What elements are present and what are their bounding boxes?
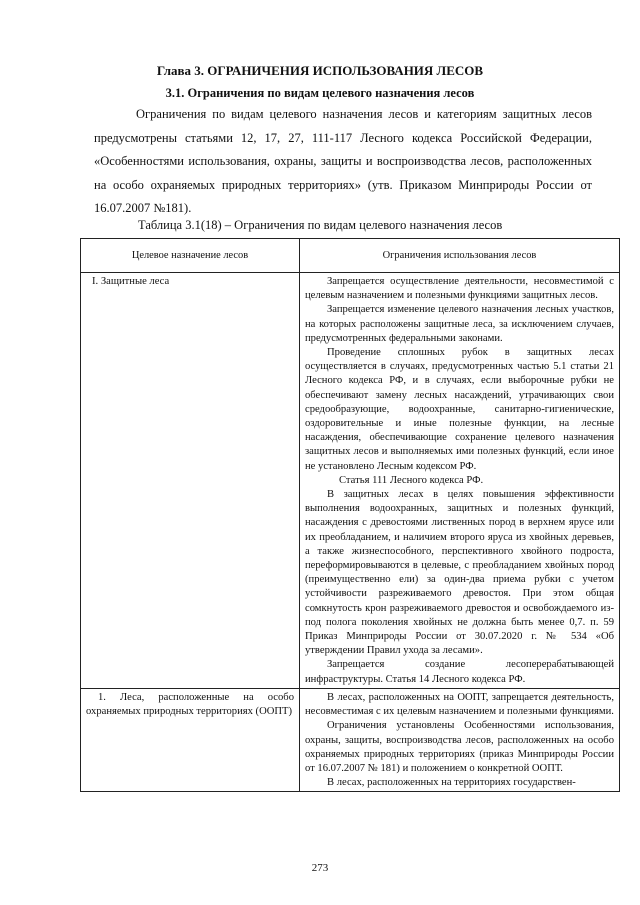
restriction-paragraph: В лесах, расположенных на территориях государствен-: [327, 777, 576, 789]
purpose-text: 1. Леса, расположенные на особо охраняемых природных территориях (ООПТ): [86, 691, 294, 718]
restriction-paragraph: Запрещается изменение целевого назначения лесных участков, на которых расположены защитные леса, за исключением случаев, предусмотренных федеральными законами.: [305, 304, 614, 344]
restrictions-table: [80, 238, 620, 792]
restriction-paragraph: Статья 111 Лесного кодекса РФ.: [339, 474, 484, 486]
table-row: [81, 273, 620, 689]
column-header-restrictions: Ограничения использования лесов: [300, 239, 620, 273]
purpose-cell: [81, 273, 300, 689]
table-caption: Таблица 3.1(18) – Ограничения по видам целевого назначения лесов: [138, 218, 503, 232]
table-header-row: [81, 239, 620, 273]
restriction-paragraph: Проведение сплошных рубок в защитных лесах осуществляется в случаях, предусмотренных частью 5.1 статьи 21 Лесного кодекса РФ, и в случаях, если выборочные рубки не обеспечивают замену лесных насаждений, утрачивающих свои средообразующие, водоохранные, санитарно-гигиенические, оздоровительные и иные полезные функции, на лесные насаждения, обеспечивающие сохранение целевого назначения защитных лесов и выполняемых ими полезных функций, если иное не установлено Лесным кодексом РФ.: [305, 347, 614, 472]
restriction-paragraph: Ограничения установлены Особенностями использования, охраны, защиты, воспроизводства лесов, расположенных на особо охраняемых природных территориях (приказ Минприроды России от 16.07.2007 № 181) и положением о конкретной ООПТ.: [305, 720, 614, 774]
purpose-text: I. Защитные леса: [92, 276, 170, 287]
intro-paragraph: Ограничения по видам целевого назначения лесов и категориям защитных лесов предусмотрены статьями 12, 17, 27, 111-117 Лесного кодекса Российской Федерации, «Особенностями использования, охраны, защиты и воспроизводства лесов, расположенных на особо охраняемых природных территориях» (утв. Приказом Минприроды России от 16.07.2007 №181).: [94, 107, 592, 215]
restriction-paragraph: В защитных лесах в целях повышения эффективности выполнения водоохранных, защитных и полезных функций, насаждения с древостоями лиственных пород в верхнем ярусе или их преобладанием, и наличием второго яруса из хвойных деревьев, а также жизнеспособного, перспективного хвойного подроста, переформировываются в целевые, с преобладанием хвойных пород (преимущественно ели) за один-два приема рубки с учетом устойчивости разреживаемого древостоя. При этом общая сомкнутость крон разреживаемого древостоя и освобождаемого из-под полога поколения хвойных не должна быть менее 0,7. п. 59 Приказ Минприроды России от 30.07.2020 г. № 534 «Об утверждении Правил ухода за лесами».: [305, 489, 614, 657]
restriction-paragraph: В лесах, расположенных на ООПТ, запрещается деятельность, несовместимая с их целевым назначением и полезными функциями.: [305, 691, 614, 718]
restriction-paragraph: Запрещается создание лесоперерабатывающей инфраструктуры. Статья 14 Лесного кодекса РФ.: [305, 659, 614, 685]
page-number: 273: [311, 862, 329, 874]
section-title: 3.1. Ограничения по видам целевого назначения лесов: [165, 86, 475, 100]
column-header-purpose: Целевое назначение лесов: [81, 239, 300, 273]
restrictions-cell: [300, 273, 620, 689]
table-row: [81, 688, 620, 791]
restrictions-cell: [300, 688, 620, 791]
restriction-paragraph: Запрещается осуществление деятельности, несовместимой с целевым назначением и полезными функциями защитных лесов.: [305, 276, 614, 302]
purpose-cell: [81, 688, 300, 791]
chapter-title: Глава 3. ОГРАНИЧЕНИЯ ИСПОЛЬЗОВАНИЯ ЛЕСОВ: [156, 63, 484, 78]
